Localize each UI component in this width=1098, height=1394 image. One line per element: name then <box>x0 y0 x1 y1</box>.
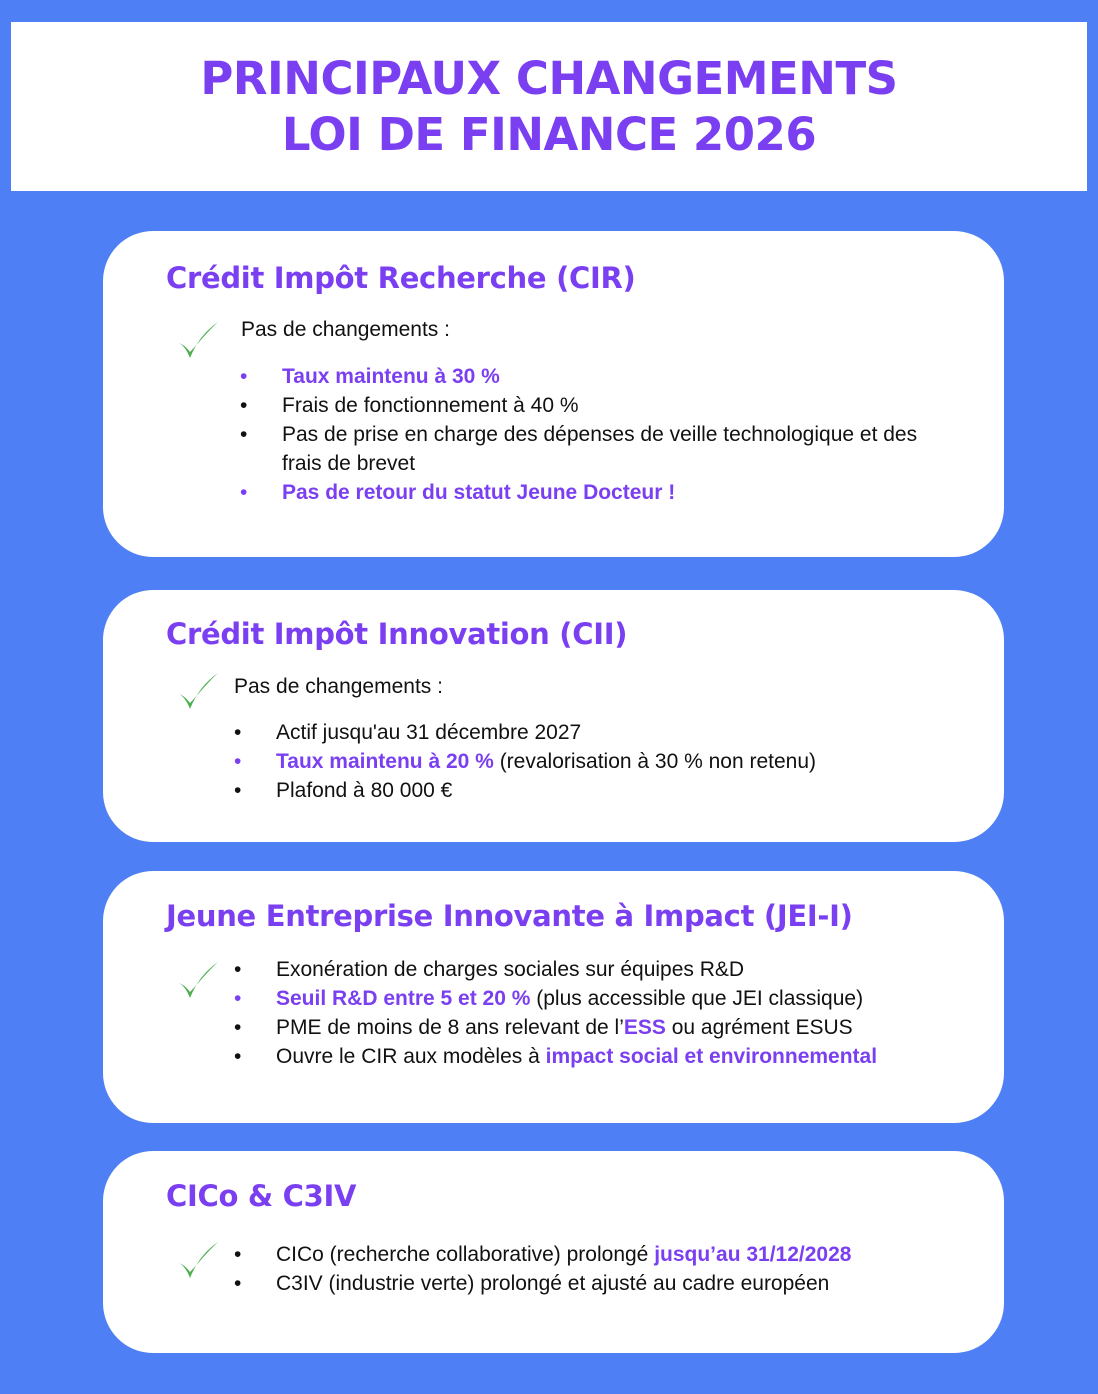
card-title: Crédit Impôt Innovation (CII) <box>166 617 628 651</box>
card-title: Crédit Impôt Recherche (CIR) <box>166 261 636 295</box>
list-item: • Exonération de charges sociales sur équipes R&D <box>234 955 994 984</box>
list-item: • Plafond à 80 000 € <box>234 776 974 805</box>
card-intro: Pas de changements : <box>234 675 443 698</box>
card-item-list <box>234 955 994 1071</box>
checkmark-icon <box>175 319 221 365</box>
card-item-list <box>240 362 960 507</box>
list-item: • Pas de prise en charge des dépenses de veille technologique et des frais de brevet <box>240 420 922 478</box>
list-item: • Pas de retour du statut Jeune Docteur ! <box>240 478 960 507</box>
checkmark-icon <box>175 1239 221 1285</box>
list-item: • CICo (recherche collaborative) prolongé jusqu’au 31/12/2028 <box>234 1240 994 1269</box>
card-title: Jeune Entreprise Innovante à Impact (JEI-I) <box>166 899 853 933</box>
card-cir <box>103 231 1004 557</box>
card-cico-c3iv <box>103 1151 1004 1353</box>
card-cii <box>103 590 1004 842</box>
list-item: • Ouvre le CIR aux modèles à impact social et environnemental <box>234 1042 994 1071</box>
card-title: CICo & C3IV <box>166 1179 357 1213</box>
card-item-list <box>234 718 974 805</box>
card-jei-i <box>103 871 1004 1123</box>
list-item: • C3IV (industrie verte) prolongé et ajusté au cadre européen <box>234 1269 994 1298</box>
page-header <box>11 22 1087 191</box>
checkmark-icon <box>175 670 221 716</box>
list-item: • Taux maintenu à 30 % <box>240 362 960 391</box>
card-item-list <box>234 1240 994 1298</box>
list-item: • Actif jusqu'au 31 décembre 2027 <box>234 718 974 747</box>
card-intro: Pas de changements : <box>241 318 450 341</box>
list-item: • Seuil R&D entre 5 et 20 % (plus accessible que JEI classique) <box>234 984 994 1013</box>
list-item: • Frais de fonctionnement à 40 % <box>240 391 960 420</box>
page-title-line-2: LOI DE FINANCE 2026 <box>281 107 817 161</box>
list-item: • Taux maintenu à 20 % (revalorisation à 30 % non retenu) <box>234 747 974 776</box>
page-title-line-1: PRINCIPAUX CHANGEMENTS <box>200 51 898 105</box>
list-item: • PME de moins de 8 ans relevant de l’ESS ou agrément ESUS <box>234 1013 994 1042</box>
checkmark-icon <box>175 959 221 1005</box>
